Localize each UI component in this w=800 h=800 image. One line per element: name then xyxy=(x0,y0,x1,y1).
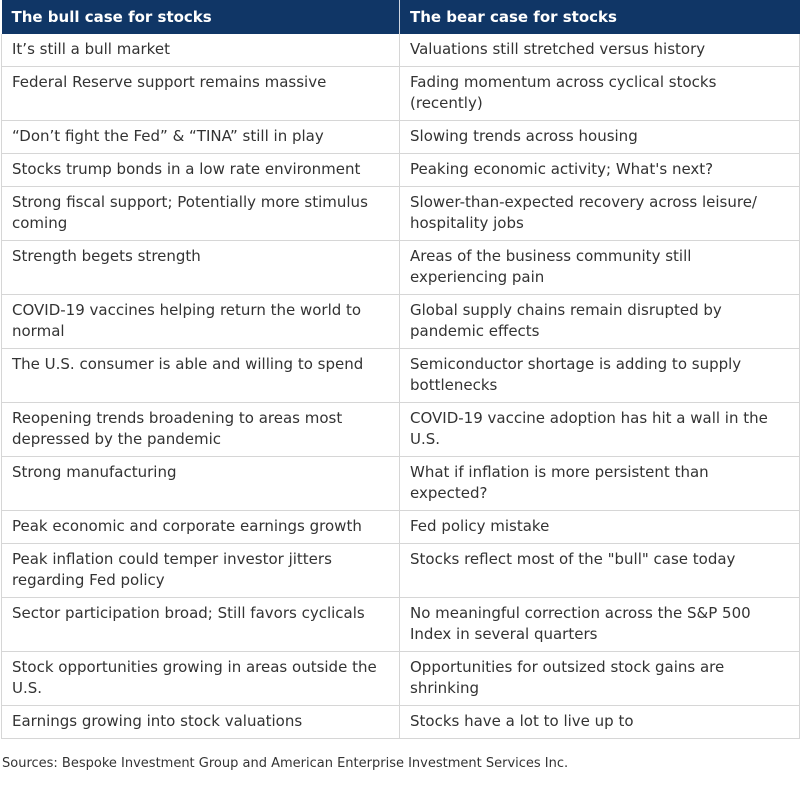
bull-cell: Stock opportunities growing in areas outside the U.S. xyxy=(2,652,400,706)
table-row xyxy=(2,34,800,67)
bear-cell: Stocks reflect most of the "bull" case today xyxy=(400,544,800,598)
table-row xyxy=(2,706,800,739)
table-row xyxy=(2,121,800,154)
bear-cell: Stocks have a lot to live up to xyxy=(400,706,800,739)
table-row xyxy=(2,652,800,706)
table-row xyxy=(2,403,800,457)
bear-cell: Slower-than-expected recovery across leisure/ hospitality jobs xyxy=(400,187,800,241)
table-row xyxy=(2,241,800,295)
bull-cell: COVID-19 vaccines helping return the world to normal xyxy=(2,295,400,349)
bull-cell: Strong fiscal support; Potentially more stimulus coming xyxy=(2,187,400,241)
table-row xyxy=(2,295,800,349)
bull-cell: Strength begets strength xyxy=(2,241,400,295)
bear-cell: Fading momentum across cyclical stocks (recently) xyxy=(400,67,800,121)
bull-cell: Federal Reserve support remains massive xyxy=(2,67,400,121)
bear-cell: No meaningful correction across the S&P 500 Index in several quarters xyxy=(400,598,800,652)
bear-cell: Global supply chains remain disrupted by pandemic effects xyxy=(400,295,800,349)
bear-cell: Areas of the business community still experiencing pain xyxy=(400,241,800,295)
header-row xyxy=(2,0,800,34)
bear-cell: COVID-19 vaccine adoption has hit a wall in the U.S. xyxy=(400,403,800,457)
table-row xyxy=(2,187,800,241)
bear-cell: What if inflation is more persistent than expected? xyxy=(400,457,800,511)
bull-cell: Sector participation broad; Still favors cyclicals xyxy=(2,598,400,652)
bull-cell: Stocks trump bonds in a low rate environment xyxy=(2,154,400,187)
bear-cell: Valuations still stretched versus history xyxy=(400,34,800,67)
bear-cell: Semiconductor shortage is adding to supply bottlenecks xyxy=(400,349,800,403)
table-row xyxy=(2,511,800,544)
bull-bear-table xyxy=(1,0,800,739)
header-bull-case: The bull case for stocks xyxy=(2,0,400,34)
table-row xyxy=(2,349,800,403)
table-row xyxy=(2,67,800,121)
bear-cell: Fed policy mistake xyxy=(400,511,800,544)
table-row xyxy=(2,598,800,652)
bull-cell: The U.S. consumer is able and willing to spend xyxy=(2,349,400,403)
bull-cell: Reopening trends broadening to areas most depressed by the pandemic xyxy=(2,403,400,457)
bull-cell: Strong manufacturing xyxy=(2,457,400,511)
bear-cell: Peaking economic activity; What's next? xyxy=(400,154,800,187)
table-row xyxy=(2,457,800,511)
bull-cell: “Don’t fight the Fed” & “TINA” still in play xyxy=(2,121,400,154)
table-row xyxy=(2,154,800,187)
bull-cell: Peak economic and corporate earnings growth xyxy=(2,511,400,544)
bull-cell: Earnings growing into stock valuations xyxy=(2,706,400,739)
header-bear-case: The bear case for stocks xyxy=(400,0,800,34)
bull-cell: It’s still a bull market xyxy=(2,34,400,67)
source-note: Sources: Bespoke Investment Group and American Enterprise Investment Services Inc. xyxy=(2,756,569,771)
bull-cell: Peak inflation could temper investor jitters regarding Fed policy xyxy=(2,544,400,598)
table-row xyxy=(2,544,800,598)
bear-cell: Slowing trends across housing xyxy=(400,121,800,154)
bear-cell: Opportunities for outsized stock gains are shrinking xyxy=(400,652,800,706)
